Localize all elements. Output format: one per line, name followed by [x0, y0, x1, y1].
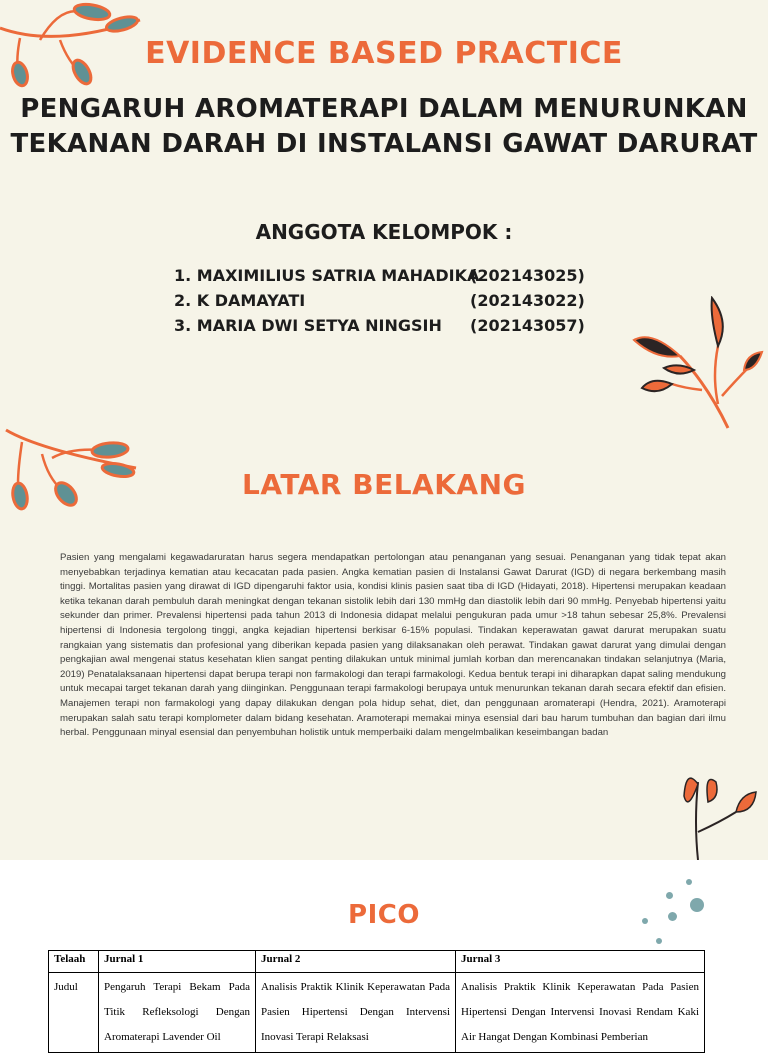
column-header: Jurnal 1 — [99, 951, 256, 973]
leaf-sprig-decoration-bottom-right — [664, 772, 768, 860]
pico-table — [48, 950, 705, 1053]
table-row — [49, 973, 705, 1053]
page-title — [0, 92, 768, 162]
table-cell: Analisis Praktik Klinik Keperawatan Pada Pasien Hipertensi Dengan Intervensi Inovasi Rendam Kaki Air Hangat Dengan Kombinasi Pemberian — [456, 973, 705, 1053]
column-header: Jurnal 2 — [256, 951, 456, 973]
pico-heading: PICO — [348, 900, 420, 930]
member-item — [174, 291, 594, 316]
section-label: EVIDENCE BASED PRACTICE — [145, 36, 623, 71]
member-id: (202143025) — [470, 266, 585, 285]
decorative-dot — [656, 938, 662, 944]
member-name: 1. MAXIMILIUS SATRIA MAHADIKA — [174, 266, 480, 285]
member-list — [174, 266, 594, 341]
table-cell: Analisis Praktik Klinik Keperawatan Pada Pasien Hipertensi Dengan Intervensi Inovasi Terapi Relaksasi — [256, 973, 456, 1053]
member-name: 3. MARIA DWI SETYA NINGSIH — [174, 316, 442, 335]
member-item — [174, 316, 594, 341]
table-header-row — [49, 951, 705, 973]
table-cell: Pengaruh Terapi Bekam Pada Titik Refleksologi Dengan Aromaterapi Lavender Oil — [99, 973, 256, 1053]
background-heading: LATAR BELAKANG — [241, 468, 526, 501]
member-id: (202143022) — [470, 291, 585, 310]
column-header: Telaah — [49, 951, 99, 973]
background-paragraph: Pasien yang mengalami kegawadaruratan harus segera mendapatkan pertolongan atau penanganan yang sesuai. Penanganan yang tidak tepat akan menyebabkan terjadinya kematian atau kecacatan pada pasien. Angka kematian pasien di Instalansi Gawat Darurat (IGD) di negara berkembang masih tinggi. Mortalitas pasien yang dirawat di IGD dipengaruhi faktor usia, kondisi klinis pasien saat tiba di IGD (Hidayati, 2018). Hipertensi merupakan keadaan ketika tekanan darah pembuluh darah meningkat dengan tekanan sistolik lebih dari 130 mmHg dan diastolik lebih dari 90 mmHg. Penyebab hipertensi yaitu sekunder dan primer. Prevalensi hipertensi pada tahun 2013 di Indonesia didapat melalui pengukuran pada umur >18 tahun sebesar 25,8%. Prevalensi hipertensi di Indonesia tergolong tinggi, angka kejadian hipertensi berkisar 6-15% populasi. Tindakan keperawatan gawat darurat merupakan suatu rangkaian yang sistematis dan profesional yang diberikan kepada pasien yang dilaksanakan oleh perawat. Tindakan gawat darurat yang dimulai dengan pengkajian awal mengenai status kesehatan klien sangat penting dilakukan untuk minimal jumlah korban dan merencanakan tindakan selanjutnya (Maria, 2019) Penatalaksanaan hipertensi dapat berupa terapi non farmakologi dan terapi farmakologi. Kedua bentuk terapi ini diharapkan dapat saling mendukung untuk mecapai target tekanan darah yang diinginkan. Penggunaan terapi farmakologi berupaya untuk menurunkan tekanan darah secara efektif dan efisien. Manajemen terapi non farmakologi yang dapay dilakukan dengan pola hidup sehat, diet, dan penggunaan aromaterapi (Hendra, 2021). Aramoterapi merupakan salah satu terapi komplometer dalam bidang kesehatan. Aramoterapi memakai minya esensial dari bau harum tumbuhan dan bagian dari ilmu herbal. Penggunaan minyal esensial dan penyembuhan holistik untuk memperbaiki dalam mengelmbalikan keseimbangan badan — [60, 552, 726, 739]
decorative-dot — [666, 892, 673, 899]
group-heading: ANGGOTA KELOMPOK : — [255, 220, 513, 244]
leaf-sprig-decoration-right — [632, 296, 768, 432]
member-name: 2. K DAMAYATI — [174, 291, 306, 310]
member-item — [174, 266, 594, 291]
page-title-line-2: TEKANAN DARAH DI INSTALANSI GAWAT DARURAT — [10, 129, 758, 159]
member-id: (202143057) — [470, 316, 585, 335]
table-cell: Judul — [49, 973, 99, 1053]
decorative-dot — [686, 879, 692, 885]
column-header: Jurnal 3 — [456, 951, 705, 973]
page-title-line-1: PENGARUH AROMATERAPI DALAM MENURUNKAN — [20, 94, 748, 124]
